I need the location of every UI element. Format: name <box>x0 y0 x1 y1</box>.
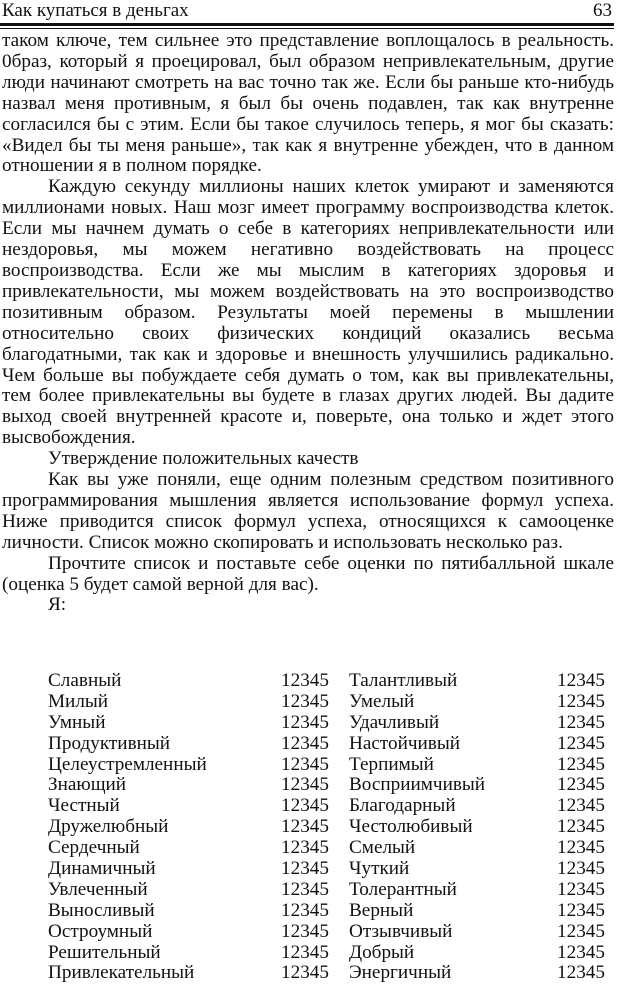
rating-scale: 12345 <box>281 858 329 880</box>
quality-left: Умный <box>48 711 106 733</box>
body-text <box>2 31 614 616</box>
rating-scale: 12345 <box>281 837 329 859</box>
rating-scale: 12345 <box>281 670 329 691</box>
qualities-list <box>0 671 620 984</box>
page-number: 63 <box>593 0 612 21</box>
quality-left: Сердечный <box>48 837 140 859</box>
quality-right: Умелый <box>349 690 415 712</box>
list-item <box>0 755 620 776</box>
rating-scale: 12345 <box>281 899 329 921</box>
list-item <box>0 671 620 692</box>
rating-scale: 12345 <box>281 962 329 984</box>
paragraph-continued: таком ключе, тем сильнее это представление воплощалось в реальность. 0браз, который я проецировал, был образом непривлекательным, другие люди начинают смотреть на вас точно так же. Если бы раньше кто-нибудь назвал меня противным, я был бы очень подавлен, так как внутренне согласился бы с этим. Если бы такое случилось теперь, я мог бы сказать: «Видел бы ты меня раньше», так как я внутренне убежден, что в данном отношении я в полном порядке. <box>2 30 614 177</box>
quality-right: Настойчивый <box>349 732 461 754</box>
list-item <box>0 692 620 713</box>
quality-left: Увлеченный <box>48 878 148 900</box>
list-item <box>0 817 620 838</box>
running-title: Как купаться в деньгах <box>2 0 189 21</box>
list-item <box>0 734 620 755</box>
rating-scale: 12345 <box>281 732 329 754</box>
quality-right: Отзывчивый <box>349 920 453 942</box>
list-item <box>0 775 620 796</box>
quality-right: Восприимчивый <box>349 774 486 796</box>
rating-scale: 12345 <box>281 795 329 817</box>
quality-right: Талантливый <box>349 670 458 691</box>
quality-left: Знающий <box>48 774 127 796</box>
list-item <box>0 713 620 734</box>
quality-right: Энергичный <box>349 962 452 984</box>
rating-scale: 12345 <box>557 837 605 859</box>
list-item <box>0 901 620 922</box>
quality-left: Динамичный <box>48 858 156 880</box>
rating-scale: 12345 <box>281 753 329 775</box>
quality-right: Добрый <box>349 941 415 963</box>
quality-left: Целеустремленный <box>48 753 207 775</box>
rating-scale: 12345 <box>557 795 605 817</box>
quality-right: Толерантный <box>349 878 457 900</box>
quality-right: Смелый <box>349 837 416 859</box>
rating-scale: 12345 <box>281 816 329 838</box>
rating-scale: 12345 <box>281 711 329 733</box>
quality-left: Честный <box>48 795 120 817</box>
quality-right: Терпимый <box>349 753 434 775</box>
rating-scale: 12345 <box>557 878 605 900</box>
quality-right: Удачливый <box>349 711 440 733</box>
quality-left: Славный <box>48 670 122 691</box>
quality-right: Честолюбивый <box>349 816 473 838</box>
quality-right: Чуткий <box>349 858 410 880</box>
rating-scale: 12345 <box>557 816 605 838</box>
rating-scale: 12345 <box>557 774 605 796</box>
rating-scale: 12345 <box>557 690 605 712</box>
list-lead: Я: <box>48 594 67 616</box>
quality-left: Продуктивный <box>48 732 171 754</box>
rating-scale: 12345 <box>557 962 605 984</box>
rating-scale: 12345 <box>557 941 605 963</box>
list-item <box>0 963 620 984</box>
list-item <box>0 796 620 817</box>
list-item <box>0 880 620 901</box>
quality-right: Благодарный <box>349 795 456 817</box>
header-rule-thick <box>0 23 614 26</box>
rating-scale: 12345 <box>281 941 329 963</box>
rating-scale: 12345 <box>557 732 605 754</box>
rating-scale: 12345 <box>557 711 605 733</box>
quality-right: Верный <box>349 899 414 921</box>
rating-scale: 12345 <box>557 858 605 880</box>
quality-left: Дружелюбный <box>48 816 169 838</box>
rating-scale: 12345 <box>281 878 329 900</box>
rating-scale: 12345 <box>281 920 329 942</box>
rating-scale: 12345 <box>557 753 605 775</box>
section-subheading: Утверждение положительных качеств <box>48 448 359 470</box>
quality-left: Остроумный <box>48 920 153 942</box>
list-item <box>0 943 620 964</box>
rating-scale: 12345 <box>557 670 605 691</box>
list-item <box>0 859 620 880</box>
running-header <box>0 0 614 28</box>
rating-scale: 12345 <box>281 690 329 712</box>
quality-left: Милый <box>48 690 109 712</box>
paragraph-cells: Каждую секунду миллионы наших клеток умирают и заменяются миллионами новых. Наш мозг имеет программу воспроизводства клеток. Если мы начнем думать о себе в категориях непривлекательности или нездоровья, мы можем негативно воздействовать на процесс воспроизводства. Если же мы мыслим в категориях здоровья и привлекательности, мы можем воздействовать на это воспроизводство позитивным образом. Результаты моей перемены в мышлении относительно своих физических кондиций оказались весьма благодатными, так как и здоровье и внешность улучшились радикально. Чем больше вы побуждаете себя думать о том, как вы привлекательны, тем более привлекательны вы будете в глазах других людей. Вы дадите выход своей внутренней красоте и, поверьте, она только и ждет этого высвобождения. <box>2 176 614 449</box>
paragraph-instructions: Прочтите список и поставьте себе оценки по пятибалльной шкале (оценка 5 будет самой верной для вас). <box>2 552 614 595</box>
paragraph-formulas: Как вы уже поняли, еще одним полезным средством позитивного программирования мышления является использование формул успеха. Ниже приводится список формул успеха, относящихся к самооценке личности. Список можно скопировать и использовать несколько раз. <box>2 469 614 553</box>
header-rule-thin <box>0 28 614 29</box>
quality-left: Решительный <box>48 941 161 963</box>
rating-scale: 12345 <box>557 920 605 942</box>
quality-left: Выносливый <box>48 899 155 921</box>
list-item <box>0 838 620 859</box>
rating-scale: 12345 <box>557 899 605 921</box>
rating-scale: 12345 <box>281 774 329 796</box>
list-item <box>0 922 620 943</box>
quality-left: Привлекательный <box>48 962 195 984</box>
